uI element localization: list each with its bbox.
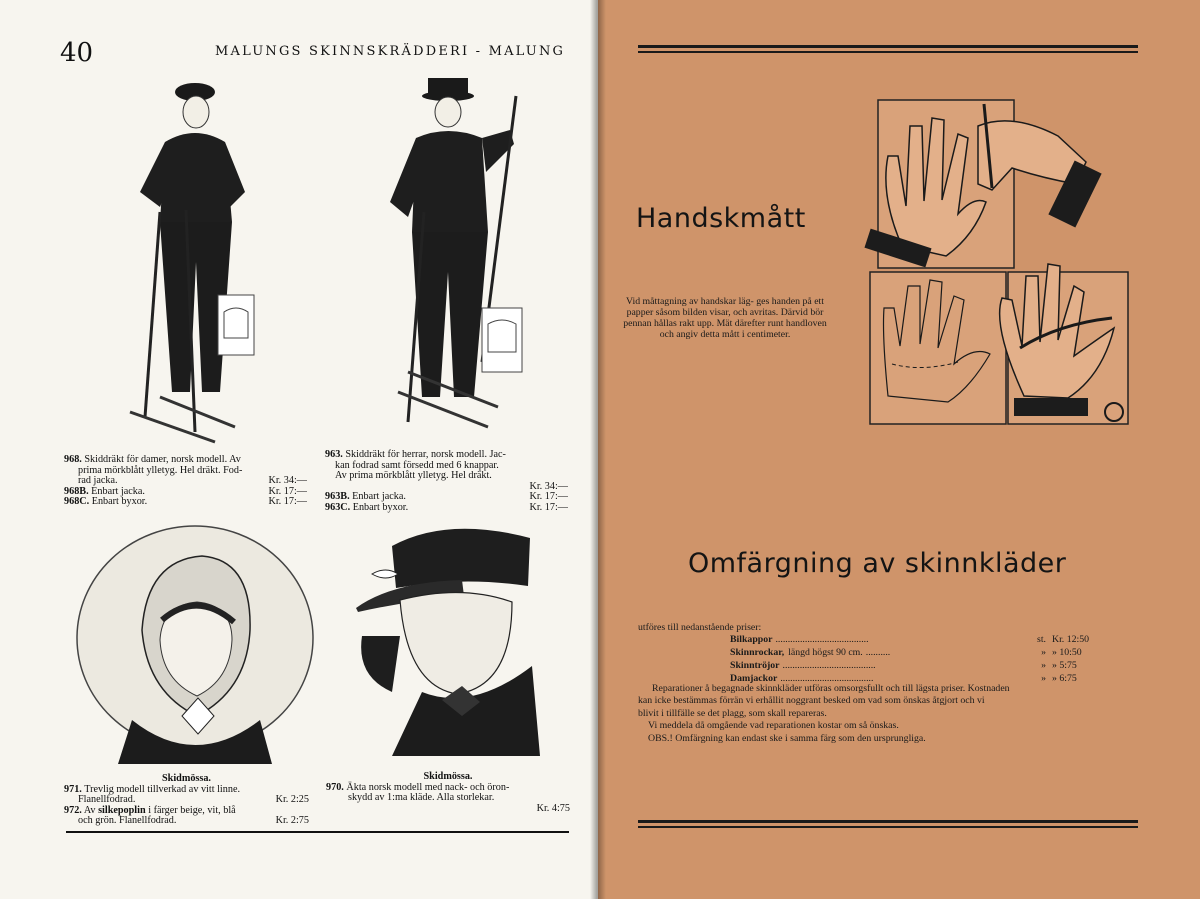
item-970-line-1: 970. Äkta norsk modell med nack- och öron-	[326, 781, 510, 793]
item-968c-row: 968C. Enbart byxor. Kr. 17:—	[64, 496, 307, 507]
item-972-price-row: och grön. Flanellfodrad. Kr. 2:75	[78, 815, 309, 826]
item-971-price-row: Flanellfodrad. Kr. 2:25	[78, 794, 309, 805]
item-968-price-row: rad jacka. Kr. 34:—	[78, 475, 307, 486]
item-970-line-2: skydd av 1:ma kläde. Alla storlekar.	[348, 792, 495, 803]
item-971-line-1: 971. Trevlig modell tillverkad av vitt linne.	[64, 783, 241, 795]
dye-service-body	[638, 683, 1144, 745]
item-968-caption	[64, 455, 307, 508]
price-row-damjackor: Damjackor ...................................... » » 6:75	[730, 673, 1077, 684]
item-972-line-1: 972. Av silkepoplin i färger beige, vit, blå	[64, 804, 236, 816]
dye-body-line-1: Reparationer å begagnade skinnkläder utföras omsorgsfullt och till lägsta priser. Kostnaden	[652, 683, 1010, 694]
men-ski-suit-illustration	[378, 72, 538, 452]
item-963-caption	[325, 450, 568, 513]
top-double-rule	[638, 45, 1138, 53]
dye-body-line-2: kan icke bestämmas förrän vi erhållit noggrant besked om vad som önskas åtgjort och vi	[638, 695, 985, 707]
bottom-double-rule	[638, 820, 1138, 828]
item-963c-row: 963C. Enbart byxor. Kr. 17:—	[325, 501, 568, 513]
glove-measure-illustration	[862, 96, 1138, 436]
item-968-line-2: prima mörkblått ylletyg. Hel dräkt. Fod-	[78, 464, 243, 476]
bottom-rule	[66, 831, 569, 833]
item-970-caption	[326, 772, 570, 814]
book-gutter	[590, 0, 606, 899]
item-963-line-2: kan fodrad samt försedd med 6 knappar.	[335, 459, 499, 471]
item-971-972-caption	[64, 774, 309, 827]
dye-body-line-5: OBS.! Omfärgning kan endast ske i samma färg som den ursprungliga.	[648, 732, 926, 744]
item-963-line-3: Av prima mörkblått ylletyg. Hel dräkt.	[335, 470, 492, 481]
item-963-line-1: 963. Skiddräkt för herrar, norsk modell. Jac-	[325, 449, 506, 460]
left-page	[0, 0, 598, 899]
dye-price-table	[730, 633, 1140, 685]
women-ski-cap-illustration	[72, 520, 318, 764]
item-963-price-row: Kr. 34:—	[529, 480, 568, 492]
women-ski-suit-illustration	[120, 72, 270, 452]
cap-heading-1: Skidmössa.	[162, 773, 211, 784]
glove-measure-title: Handskmått	[636, 203, 806, 234]
item-963b-row: 963B. Enbart jacka. Kr. 17:—	[325, 491, 568, 502]
running-head: MALUNGS SKINNSKRÄDDERI - MALUNG	[215, 44, 566, 59]
dye-body-line-3: blivit i tillfälle se det plagg, som skall repareras.	[638, 707, 827, 719]
item-968b-row: 968B. Enbart jacka. Kr. 17:—	[64, 485, 307, 497]
price-row-skinnrockar: Skinnrockar, längd högst 90 cm. .......... » » 10:50	[730, 647, 1082, 658]
cap-heading-2: Skidmössa.	[423, 771, 473, 782]
price-row-skinntrojor: Skinntröjor ...................................... » » 5:75	[730, 660, 1077, 671]
item-970-price-row: Kr. 4:75	[536, 802, 570, 814]
dye-body-line-4: Vi meddela då omgående vad reparationen kostar om så önskas.	[648, 720, 899, 732]
price-row-bilkappor: Bilkappor ...................................... st. Kr. 12:50	[730, 634, 1090, 645]
glove-measure-text: Vid måttagning av handskar läg- ges handen på ett papper såsom bilden visar, och avritas. Därvid bör pennan hållas rakt upp. Mät därefter runt handloven och angiv detta mått i centimeter.	[623, 296, 827, 340]
men-ski-cap-illustration	[352, 516, 542, 756]
dye-intro: utföres till nedanstående priser:	[638, 622, 762, 633]
page-number: 40	[60, 38, 94, 68]
item-968-line-1: 968. Skiddräkt för damer, norsk modell. Av	[64, 454, 241, 465]
dye-service-title: Omfärgning av skinnkläder	[688, 548, 1067, 579]
